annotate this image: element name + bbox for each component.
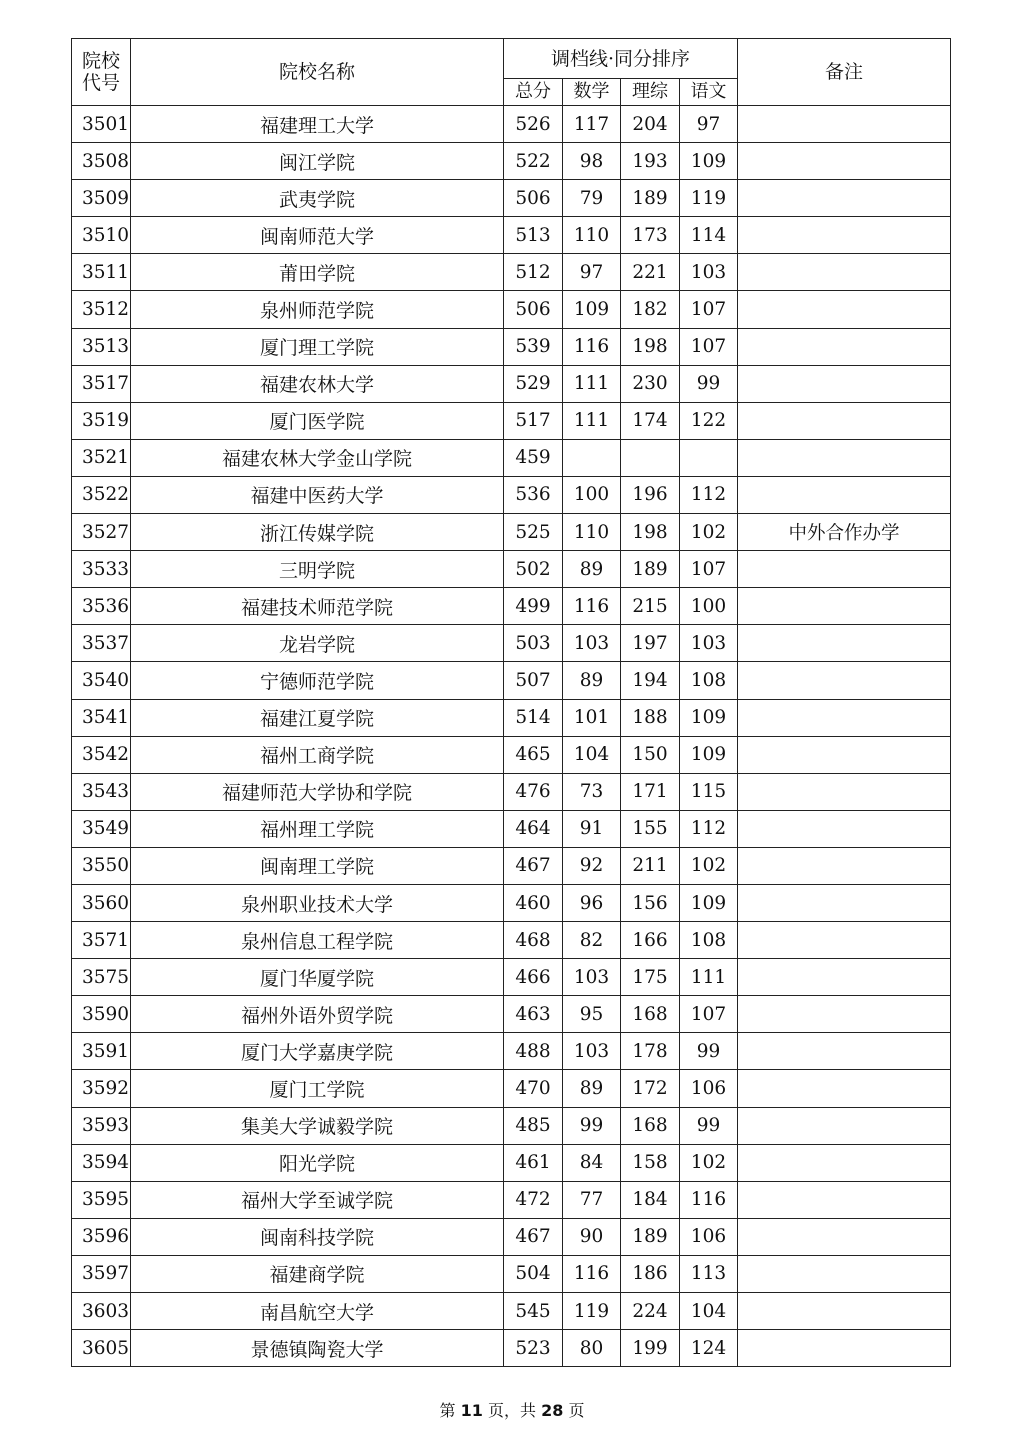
table-row (72, 328, 951, 365)
table-row (72, 1144, 951, 1181)
cell-name: 福州外语外贸学院 (131, 996, 504, 1033)
cell-chinese: 103 (680, 254, 738, 291)
cell-chinese: 111 (680, 959, 738, 996)
table-row (72, 959, 951, 996)
table-header (72, 39, 951, 106)
cell-remark (738, 847, 951, 884)
cell-name: 闽南理工学院 (131, 847, 504, 884)
cell-remark (738, 328, 951, 365)
cell-name: 福建理工大学 (131, 106, 504, 143)
cell-total: 526 (504, 106, 563, 143)
cell-remark (738, 736, 951, 773)
cell-science: 189 (621, 180, 680, 217)
table-row (72, 254, 951, 291)
cell-chinese: 107 (680, 996, 738, 1033)
cell-code: 3550 (72, 847, 131, 884)
cell-code: 3590 (72, 996, 131, 1033)
cell-chinese: 102 (680, 514, 738, 551)
cell-name: 泉州职业技术大学 (131, 884, 504, 921)
cell-math: 95 (563, 996, 621, 1033)
cell-remark (738, 588, 951, 625)
cell-code: 3542 (72, 736, 131, 773)
table-row (72, 847, 951, 884)
cell-remark (738, 773, 951, 810)
cell-math: 117 (563, 106, 621, 143)
cell-remark (738, 180, 951, 217)
cell-total: 459 (504, 439, 563, 476)
cell-chinese: 106 (680, 1218, 738, 1255)
cell-name: 闽南科技学院 (131, 1218, 504, 1255)
cell-math: 96 (563, 884, 621, 921)
cell-total: 499 (504, 588, 563, 625)
cell-chinese: 107 (680, 328, 738, 365)
cell-code: 3571 (72, 922, 131, 959)
cell-science: 168 (621, 996, 680, 1033)
page-footer (0, 1398, 1024, 1421)
cell-code: 3517 (72, 365, 131, 402)
cell-science: 188 (621, 699, 680, 736)
table-row (72, 625, 951, 662)
cell-remark (738, 662, 951, 699)
cell-science: 194 (621, 662, 680, 699)
table-row (72, 476, 951, 513)
cell-chinese: 108 (680, 662, 738, 699)
cell-code: 3512 (72, 291, 131, 328)
cell-science: 171 (621, 773, 680, 810)
cell-name: 景德镇陶瓷大学 (131, 1330, 504, 1367)
cell-math: 116 (563, 1255, 621, 1292)
cell-total: 504 (504, 1255, 563, 1292)
cell-total: 467 (504, 1218, 563, 1255)
cell-math: 103 (563, 625, 621, 662)
cell-science: 168 (621, 1107, 680, 1144)
table-row (72, 810, 951, 847)
cell-code: 3501 (72, 106, 131, 143)
cell-math: 98 (563, 143, 621, 180)
table-row (72, 699, 951, 736)
cell-math: 82 (563, 922, 621, 959)
cell-remark (738, 476, 951, 513)
cell-chinese: 109 (680, 143, 738, 180)
cell-total: 545 (504, 1293, 563, 1330)
cell-total: 464 (504, 810, 563, 847)
cell-chinese (680, 439, 738, 476)
table-row (72, 1255, 951, 1292)
cell-science: 156 (621, 884, 680, 921)
cell-chinese: 124 (680, 1330, 738, 1367)
cell-name: 武夷学院 (131, 180, 504, 217)
cell-code: 3522 (72, 476, 131, 513)
cell-math: 99 (563, 1107, 621, 1144)
cell-math: 89 (563, 551, 621, 588)
table-row (72, 736, 951, 773)
cell-science: 193 (621, 143, 680, 180)
cell-remark (738, 1070, 951, 1107)
cell-name: 阳光学院 (131, 1144, 504, 1181)
cell-remark (738, 1293, 951, 1330)
cell-chinese: 107 (680, 551, 738, 588)
cell-remark (738, 551, 951, 588)
header-code: 院校 代号 (72, 39, 131, 106)
cell-science: 204 (621, 106, 680, 143)
cell-math (563, 439, 621, 476)
table-row (72, 662, 951, 699)
footer-prefix: 第 (439, 1401, 456, 1420)
cell-remark (738, 365, 951, 402)
cell-code: 3536 (72, 588, 131, 625)
cell-science: 178 (621, 1033, 680, 1070)
table-row (72, 217, 951, 254)
cell-code: 3592 (72, 1070, 131, 1107)
header-name: 院校名称 (131, 39, 504, 106)
cell-math: 116 (563, 328, 621, 365)
header-total: 总分 (504, 79, 563, 106)
cell-math: 91 (563, 810, 621, 847)
cell-chinese: 109 (680, 736, 738, 773)
cell-remark (738, 402, 951, 439)
cell-remark (738, 291, 951, 328)
cell-total: 522 (504, 143, 563, 180)
cell-remark (738, 1181, 951, 1218)
cell-name: 福州大学至诚学院 (131, 1181, 504, 1218)
cell-chinese: 116 (680, 1181, 738, 1218)
cell-science: 224 (621, 1293, 680, 1330)
cell-name: 闽江学院 (131, 143, 504, 180)
cell-name: 福建师范大学协和学院 (131, 773, 504, 810)
cell-total: 512 (504, 254, 563, 291)
cell-math: 103 (563, 1033, 621, 1070)
admission-score-table (71, 38, 951, 1367)
cell-math: 92 (563, 847, 621, 884)
cell-chinese: 99 (680, 1033, 738, 1070)
cell-total: 476 (504, 773, 563, 810)
cell-code: 3521 (72, 439, 131, 476)
cell-chinese: 102 (680, 1144, 738, 1181)
cell-remark (738, 1218, 951, 1255)
cell-code: 3596 (72, 1218, 131, 1255)
cell-total: 529 (504, 365, 563, 402)
cell-remark: 中外合作办学 (738, 514, 951, 551)
cell-math: 111 (563, 365, 621, 402)
cell-science: 175 (621, 959, 680, 996)
cell-code: 3541 (72, 699, 131, 736)
cell-name: 三明学院 (131, 551, 504, 588)
cell-science: 174 (621, 402, 680, 439)
cell-name: 闽南师范大学 (131, 217, 504, 254)
cell-remark (738, 439, 951, 476)
cell-remark (738, 699, 951, 736)
cell-chinese: 112 (680, 810, 738, 847)
cell-remark (738, 922, 951, 959)
cell-code: 3595 (72, 1181, 131, 1218)
cell-chinese: 113 (680, 1255, 738, 1292)
cell-chinese: 122 (680, 402, 738, 439)
table-row (72, 365, 951, 402)
cell-total: 485 (504, 1107, 563, 1144)
cell-science: 197 (621, 625, 680, 662)
cell-total: 507 (504, 662, 563, 699)
table-row (72, 1070, 951, 1107)
cell-total: 465 (504, 736, 563, 773)
footer-page-number: 11 (460, 1401, 483, 1420)
cell-science: 215 (621, 588, 680, 625)
footer-suffix: 页 (568, 1401, 585, 1420)
cell-science: 166 (621, 922, 680, 959)
cell-code: 3508 (72, 143, 131, 180)
table-row (72, 291, 951, 328)
cell-science: 182 (621, 291, 680, 328)
cell-code: 3509 (72, 180, 131, 217)
table-row (72, 996, 951, 1033)
cell-math: 80 (563, 1330, 621, 1367)
cell-name: 福建农林大学金山学院 (131, 439, 504, 476)
cell-name: 泉州信息工程学院 (131, 922, 504, 959)
cell-code: 3540 (72, 662, 131, 699)
cell-code: 3527 (72, 514, 131, 551)
cell-total: 460 (504, 884, 563, 921)
table-row (72, 402, 951, 439)
cell-remark (738, 1255, 951, 1292)
table-row (72, 514, 951, 551)
cell-math: 119 (563, 1293, 621, 1330)
cell-total: 517 (504, 402, 563, 439)
cell-total: 539 (504, 328, 563, 365)
cell-math: 84 (563, 1144, 621, 1181)
cell-math: 97 (563, 254, 621, 291)
table-row (72, 1218, 951, 1255)
header-chinese: 语文 (680, 79, 738, 106)
cell-total: 514 (504, 699, 563, 736)
cell-math: 89 (563, 1070, 621, 1107)
cell-science: 198 (621, 514, 680, 551)
cell-name: 福建农林大学 (131, 365, 504, 402)
cell-chinese: 109 (680, 884, 738, 921)
cell-chinese: 109 (680, 699, 738, 736)
cell-total: 488 (504, 1033, 563, 1070)
table-row (72, 1330, 951, 1367)
table-row (72, 106, 951, 143)
cell-code: 3603 (72, 1293, 131, 1330)
cell-total: 506 (504, 291, 563, 328)
cell-remark (738, 996, 951, 1033)
cell-code: 3513 (72, 328, 131, 365)
cell-chinese: 103 (680, 625, 738, 662)
cell-code: 3575 (72, 959, 131, 996)
cell-total: 466 (504, 959, 563, 996)
table-row (72, 1181, 951, 1218)
cell-total: 523 (504, 1330, 563, 1367)
cell-chinese: 102 (680, 847, 738, 884)
cell-math: 73 (563, 773, 621, 810)
cell-total: 502 (504, 551, 563, 588)
cell-total: 536 (504, 476, 563, 513)
cell-total: 467 (504, 847, 563, 884)
cell-total: 503 (504, 625, 563, 662)
cell-chinese: 112 (680, 476, 738, 513)
cell-science: 221 (621, 254, 680, 291)
cell-remark (738, 106, 951, 143)
cell-math: 104 (563, 736, 621, 773)
cell-total: 468 (504, 922, 563, 959)
cell-name: 福州工商学院 (131, 736, 504, 773)
cell-math: 100 (563, 476, 621, 513)
cell-science (621, 439, 680, 476)
table-row (72, 180, 951, 217)
table-row (72, 588, 951, 625)
cell-science: 198 (621, 328, 680, 365)
footer-total-pages: 28 (541, 1401, 564, 1420)
cell-remark (738, 217, 951, 254)
header-score-group: 调档线·同分排序 (504, 39, 738, 79)
cell-total: 513 (504, 217, 563, 254)
cell-math: 110 (563, 514, 621, 551)
cell-name: 宁德师范学院 (131, 662, 504, 699)
cell-code: 3594 (72, 1144, 131, 1181)
cell-name: 福建中医药大学 (131, 476, 504, 513)
cell-science: 211 (621, 847, 680, 884)
cell-math: 116 (563, 588, 621, 625)
cell-code: 3519 (72, 402, 131, 439)
cell-total: 470 (504, 1070, 563, 1107)
cell-name: 厦门大学嘉庚学院 (131, 1033, 504, 1070)
cell-science: 155 (621, 810, 680, 847)
cell-remark (738, 1107, 951, 1144)
cell-math: 77 (563, 1181, 621, 1218)
cell-code: 3537 (72, 625, 131, 662)
cell-name: 福建商学院 (131, 1255, 504, 1292)
cell-chinese: 119 (680, 180, 738, 217)
cell-name: 厦门医学院 (131, 402, 504, 439)
table-row (72, 1107, 951, 1144)
cell-name: 福建技术师范学院 (131, 588, 504, 625)
cell-remark (738, 810, 951, 847)
cell-science: 184 (621, 1181, 680, 1218)
header-math: 数学 (563, 79, 621, 106)
cell-name: 龙岩学院 (131, 625, 504, 662)
cell-math: 111 (563, 402, 621, 439)
cell-code: 3511 (72, 254, 131, 291)
cell-math: 110 (563, 217, 621, 254)
cell-science: 199 (621, 1330, 680, 1367)
cell-code: 3593 (72, 1107, 131, 1144)
cell-name: 厦门工学院 (131, 1070, 504, 1107)
cell-remark (738, 1330, 951, 1367)
cell-chinese: 100 (680, 588, 738, 625)
cell-total: 525 (504, 514, 563, 551)
table-row (72, 1293, 951, 1330)
table-row (72, 922, 951, 959)
cell-science: 173 (621, 217, 680, 254)
cell-name: 浙江传媒学院 (131, 514, 504, 551)
cell-science: 230 (621, 365, 680, 402)
cell-remark (738, 959, 951, 996)
cell-chinese: 106 (680, 1070, 738, 1107)
footer-middle: 页，共 (487, 1401, 536, 1420)
cell-science: 189 (621, 1218, 680, 1255)
cell-math: 90 (563, 1218, 621, 1255)
cell-science: 150 (621, 736, 680, 773)
cell-name: 福建江夏学院 (131, 699, 504, 736)
cell-name: 泉州师范学院 (131, 291, 504, 328)
table-row (72, 143, 951, 180)
cell-remark (738, 1144, 951, 1181)
cell-total: 463 (504, 996, 563, 1033)
cell-code: 3549 (72, 810, 131, 847)
cell-science: 189 (621, 551, 680, 588)
table-row (72, 884, 951, 921)
header-science: 理综 (621, 79, 680, 106)
table-body (72, 106, 951, 1367)
cell-code: 3591 (72, 1033, 131, 1070)
cell-chinese: 99 (680, 1107, 738, 1144)
table-row (72, 1033, 951, 1070)
cell-code: 3605 (72, 1330, 131, 1367)
cell-math: 101 (563, 699, 621, 736)
cell-remark (738, 1033, 951, 1070)
cell-name: 南昌航空大学 (131, 1293, 504, 1330)
cell-name: 福州理工学院 (131, 810, 504, 847)
cell-code: 3533 (72, 551, 131, 588)
cell-code: 3543 (72, 773, 131, 810)
cell-remark (738, 254, 951, 291)
header-remark: 备注 (738, 39, 951, 106)
cell-total: 506 (504, 180, 563, 217)
cell-chinese: 115 (680, 773, 738, 810)
cell-name: 厦门理工学院 (131, 328, 504, 365)
cell-science: 196 (621, 476, 680, 513)
cell-science: 158 (621, 1144, 680, 1181)
table-row (72, 551, 951, 588)
cell-chinese: 104 (680, 1293, 738, 1330)
cell-remark (738, 625, 951, 662)
cell-chinese: 108 (680, 922, 738, 959)
cell-code: 3597 (72, 1255, 131, 1292)
cell-math: 109 (563, 291, 621, 328)
cell-science: 186 (621, 1255, 680, 1292)
cell-math: 89 (563, 662, 621, 699)
cell-code: 3510 (72, 217, 131, 254)
cell-chinese: 99 (680, 365, 738, 402)
table-row (72, 773, 951, 810)
cell-chinese: 97 (680, 106, 738, 143)
cell-math: 103 (563, 959, 621, 996)
cell-remark (738, 884, 951, 921)
cell-name: 莆田学院 (131, 254, 504, 291)
table-row (72, 439, 951, 476)
cell-name: 集美大学诚毅学院 (131, 1107, 504, 1144)
cell-chinese: 114 (680, 217, 738, 254)
cell-total: 461 (504, 1144, 563, 1181)
cell-code: 3560 (72, 884, 131, 921)
cell-science: 172 (621, 1070, 680, 1107)
cell-chinese: 107 (680, 291, 738, 328)
cell-total: 472 (504, 1181, 563, 1218)
cell-math: 79 (563, 180, 621, 217)
cell-name: 厦门华厦学院 (131, 959, 504, 996)
cell-remark (738, 143, 951, 180)
